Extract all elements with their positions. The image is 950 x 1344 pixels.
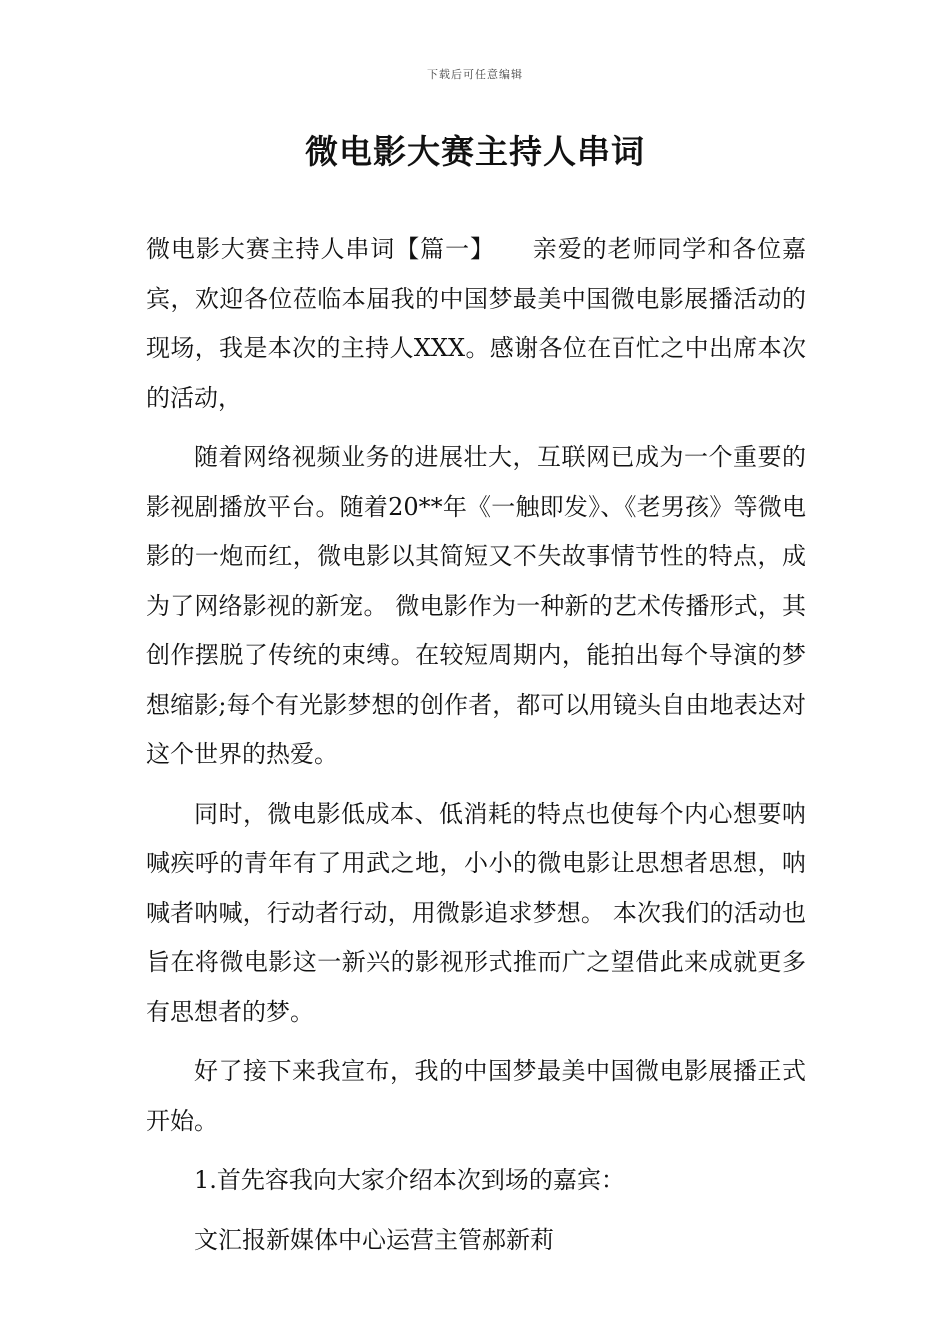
document-title: 微电影大赛主持人串词 [305, 132, 645, 171]
paragraph-opening: 好了接下来我宣布，我的中国梦最美中国微电影展播正式开始。 [146, 1057, 806, 1135]
paragraph-purpose: 同时，微电影低成本、低消耗的特点也使每个内心想要呐喊疾呼的青年有了用武之地，小小的微电影让思想者思想，呐喊者呐喊，行动者行动，用微影追求梦想。 本次我们的活动也旨在将微电影这一新兴的影视形式推而广之望借此来成就更多有思想者的梦。 [146, 799, 806, 1026]
document-body [146, 225, 806, 1275]
list-item-guest-name: 文汇报新媒体中心运营主管郝新莉 [194, 1225, 554, 1254]
page-header-note: 下载后可任意编辑 [427, 68, 523, 81]
list-item-guest-intro: 1.首先容我向大家介绍本次到场的嘉宾： [194, 1166, 625, 1194]
paragraph-background: 随着网络视频业务的进展壮大，互联网已成为一个重要的影视剧播放平台。随着20**年《一触即发》、《老男孩》等微电影的一炮而红，微电影以其简短又不失故事情节性的特点，成为了网络影视的新宠。 微电影作为一种新的艺术传播形式，其创作摆脱了传统的束缚。在较短周期内，能拍出每个导演的梦想缩影;每个有光影梦想的创作者，都可以用镜头自由地表达对这个世界的热爱。 [146, 443, 806, 768]
paragraph-intro: 微电影大赛主持人串词【篇一】 亲爱的老师同学和各位嘉宾，欢迎各位莅临本届我的中国梦最美中国微电影展播活动的现场，我是本次的主持人XXX。感谢各位在百忙之中出席本次的活动， [146, 235, 806, 412]
